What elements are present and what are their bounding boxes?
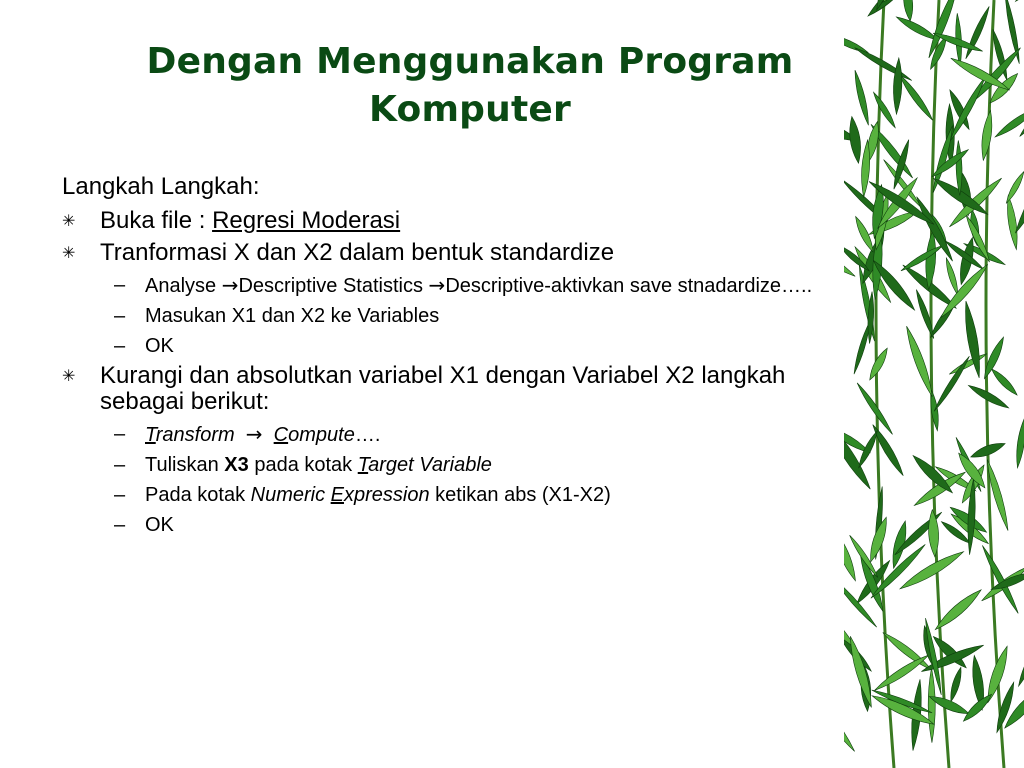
title-line-2: Komputer	[369, 89, 571, 130]
slide-body	[62, 172, 852, 536]
sub-text: T	[145, 424, 156, 446]
list-item-open-file	[62, 208, 852, 234]
sub-text: Descriptive-aktivkan save stnadardize…..	[445, 275, 813, 297]
sub-text: Masukan X1 dan X2 ke Variables	[145, 305, 440, 327]
asterisk-bullet-icon: ✳	[62, 245, 76, 262]
sub-text: arget Variable	[368, 454, 492, 476]
asterisk-bullet-icon: ✳	[62, 213, 76, 230]
sub-item-target-variable	[62, 454, 852, 476]
bamboo-leaves-decoration	[844, 0, 1024, 768]
sub-item-ok-final	[62, 514, 852, 536]
sub-item-numeric-expression	[62, 484, 852, 506]
asterisk-bullet-icon: ✳	[62, 368, 76, 385]
sub-item-ok	[62, 335, 852, 357]
sub-text: Analyse	[145, 275, 222, 297]
sub-item-analyse	[62, 274, 852, 297]
sub-text: OK	[145, 514, 174, 536]
dash-bullet-icon: –	[114, 484, 126, 506]
slide-title	[80, 38, 860, 134]
sub-text-bold: X3	[224, 454, 249, 476]
sub-text: ….	[354, 424, 381, 446]
item-text: Buka file :	[100, 207, 213, 234]
list-item-transform	[62, 240, 852, 266]
arrow-right-icon: →	[245, 422, 263, 446]
sub-item-variables	[62, 305, 852, 327]
sub-text: Descriptive Statistics	[238, 275, 429, 297]
dash-bullet-icon: –	[114, 305, 126, 327]
arrow-right-icon: →	[221, 273, 239, 297]
sub-text: Tuliskan	[145, 454, 225, 476]
sub-text: C	[273, 424, 289, 446]
intro-text: Langkah Langkah:	[62, 173, 260, 200]
sub-text: Pada kotak	[145, 484, 251, 506]
sub-text: OK	[145, 335, 174, 357]
sub-text: ransform	[155, 424, 235, 446]
list-item-absolute	[62, 363, 852, 415]
dash-bullet-icon: –	[114, 423, 126, 445]
file-name-link: Regresi Moderasi	[212, 207, 401, 234]
dash-bullet-icon: –	[114, 274, 126, 296]
sub-text: ketikan abs (X1-X2)	[429, 484, 611, 506]
sub-text: E	[330, 484, 344, 506]
sub-text: pada kotak	[248, 454, 358, 476]
sub-text: ompute	[288, 424, 355, 446]
sub-item-transform-compute	[62, 423, 852, 446]
dash-bullet-icon: –	[114, 335, 126, 357]
arrow-right-icon: →	[428, 273, 446, 297]
item-text: Kurangi dan absolutkan variabel X1 dengan Variabel X2 langkah sebagai berikut:	[100, 362, 786, 415]
dash-bullet-icon: –	[114, 454, 126, 476]
sub-text: xpression	[343, 484, 430, 506]
sub-text: T	[357, 454, 369, 476]
dash-bullet-icon: –	[114, 514, 126, 536]
title-line-1: Dengan Menggunakan Program	[146, 41, 794, 82]
sub-text: Numeric	[250, 484, 331, 506]
item-text: Tranformasi X dan X2 dalam bentuk standardize	[100, 239, 615, 266]
